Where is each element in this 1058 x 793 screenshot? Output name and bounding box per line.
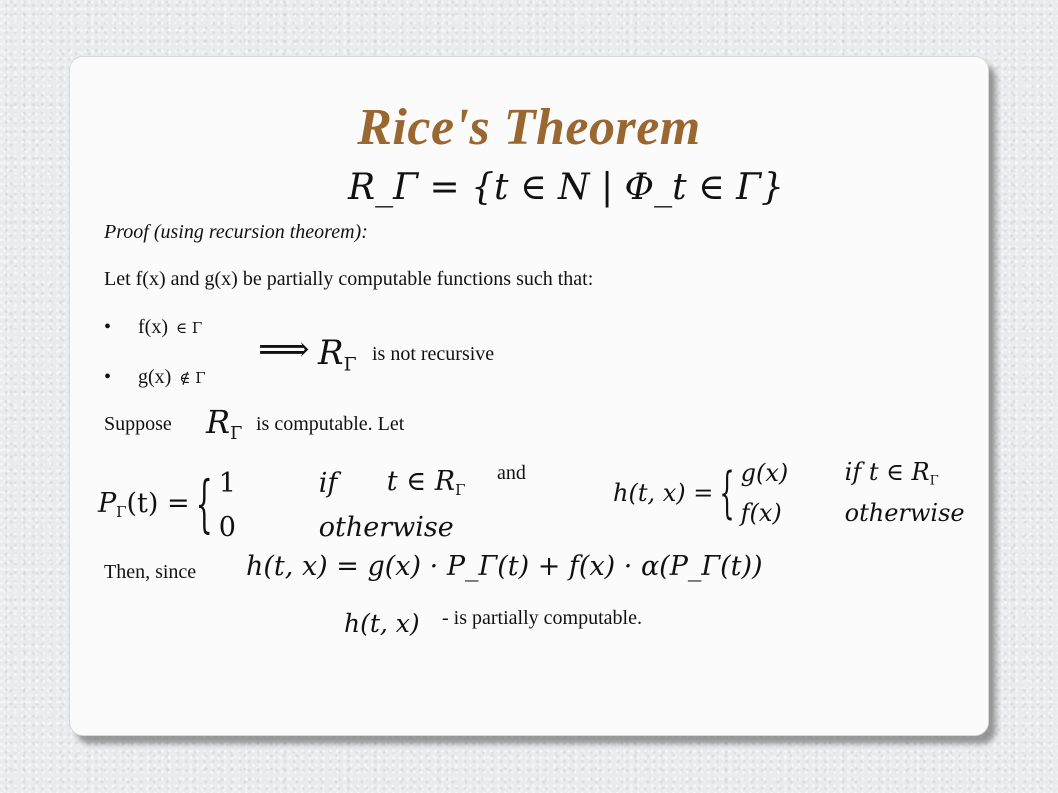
- h-case-1: g(x) if t ∈ $R_\Gamma$: [740, 457, 939, 489]
- bullet-f: [104, 316, 202, 339]
- bullet-f-text: f(x): [138, 316, 168, 338]
- then-since-text: Then, since: [104, 561, 197, 583]
- p-lhs: $P_\Gamma(t)$ =: [98, 488, 190, 522]
- left-brace-icon: {: [195, 469, 213, 541]
- h-lhs: h(t, x) =: [613, 479, 714, 507]
- bullet-icon: •: [104, 316, 112, 338]
- proof-heading: Proof (using recursion theorem):: [104, 221, 368, 243]
- bullet-f-symbol: ∈ Γ: [175, 319, 203, 337]
- not-recursive-text: is not recursive: [372, 343, 495, 365]
- r-gamma-subscript: Γ: [343, 354, 357, 376]
- p-cases: [219, 461, 466, 549]
- intro-line: Let f(x) and g(x) be partially computable functions such that:: [104, 268, 594, 290]
- bullet-g-symbol: ∉ Γ: [179, 369, 206, 387]
- r-gamma-letter: R: [318, 333, 344, 373]
- r-gamma-letter: R: [206, 403, 231, 441]
- slide-title: Rice's Theorem: [357, 99, 701, 156]
- r-gamma-subscript: Γ: [230, 424, 243, 445]
- bullet-icon: •: [104, 366, 112, 388]
- bullet-g: [104, 366, 206, 389]
- implies-arrow-icon: ⟹: [258, 329, 310, 370]
- h-label: h(t, x): [344, 609, 420, 638]
- r-gamma-symbol-inline: [206, 403, 242, 444]
- p-gamma-definition: [98, 461, 465, 549]
- slide-canvas: [69, 56, 989, 736]
- r-gamma-symbol: [318, 333, 357, 376]
- and-word: and: [497, 462, 526, 484]
- h-cases: [741, 453, 965, 533]
- definition-formula: R_Γ = {t ∈ N | Φ_t ∈ Γ}: [348, 167, 784, 208]
- p-case-1: 1 if t ∈ $R_\Gamma$: [218, 466, 466, 500]
- left-brace-icon: {: [719, 460, 735, 526]
- h-definition: [613, 453, 965, 533]
- partially-computable-text: - is partially computable.: [442, 607, 642, 629]
- is-computable-text: is computable. Let: [256, 413, 405, 435]
- p-case-2: 0 otherwise: [218, 511, 454, 543]
- h-case-2: f(x) otherwise: [740, 499, 965, 527]
- h-equation: h(t, x) = g(x) · P_Γ(t) + f(x) · α(P_Γ(t)): [246, 551, 763, 582]
- bullet-g-text: g(x): [138, 366, 172, 388]
- suppose-word: Suppose: [104, 413, 172, 435]
